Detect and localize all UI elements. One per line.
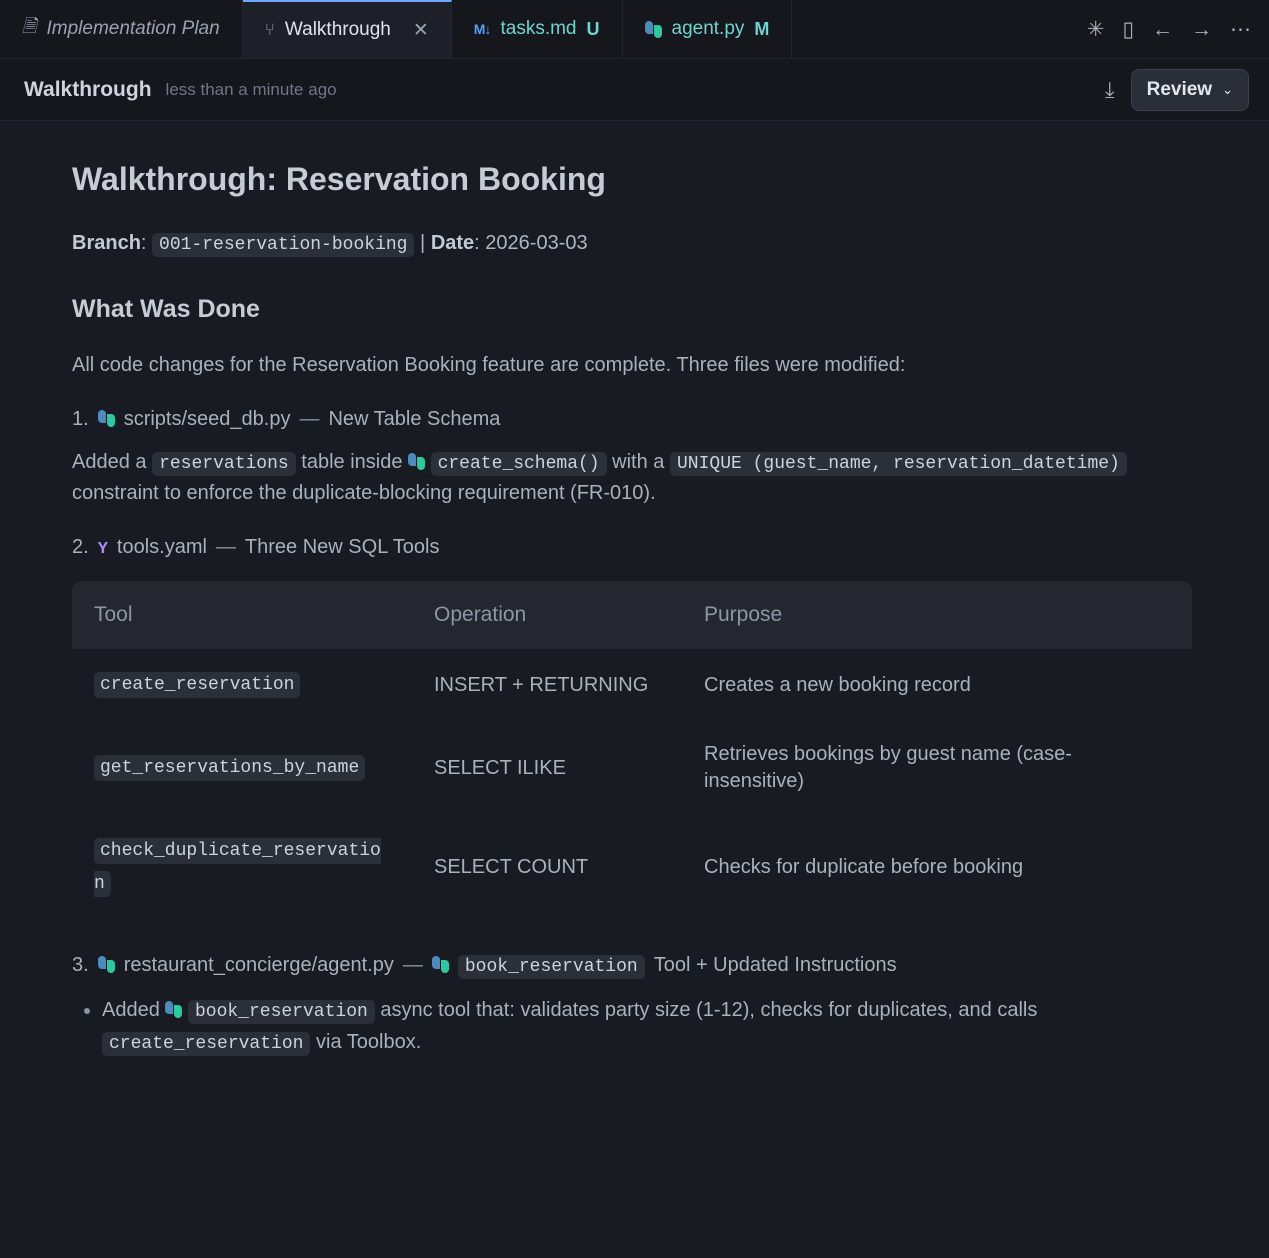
text-fragment: Added a: [72, 451, 147, 473]
python-icon: [432, 956, 449, 973]
python-icon: [98, 410, 115, 427]
cell-tool: [72, 649, 412, 721]
code-check-duplicate-reservation: check_duplicate_reservation: [94, 838, 381, 896]
text-fragment: via Toolbox.: [316, 1031, 422, 1054]
table-header-row: [72, 581, 1192, 649]
table-row: [72, 649, 1192, 721]
text-fragment: with a: [612, 451, 665, 473]
item-heading: Tool + Updated Instructions: [653, 954, 897, 977]
section-heading-what-was-done: What Was Done: [72, 295, 260, 323]
tab-label: tasks.md: [500, 18, 577, 39]
cell-purpose: Creates a new booking record: [704, 673, 971, 696]
tab-implementation-plan[interactable]: [0, 0, 243, 58]
date-value: 2026-03-03: [485, 232, 588, 254]
tab-tasks-md[interactable]: [452, 0, 623, 58]
markdown-icon: M↓: [473, 21, 491, 37]
list-item-2: [72, 536, 1197, 559]
list-item: [102, 995, 1197, 1059]
timestamp: less than a minute ago: [165, 79, 337, 99]
cell-tool: [72, 721, 412, 815]
column-header-purpose: Purpose: [682, 581, 1192, 649]
cell-operation: SELECT COUNT: [434, 856, 589, 879]
tab-label: Implementation Plan: [46, 18, 220, 39]
status-badge: M: [754, 18, 770, 39]
item-file-path: restaurant_concierge/agent.py: [123, 954, 394, 977]
table-row: [72, 815, 1192, 920]
item-dash: —: [299, 408, 320, 430]
code-get-reservations-by-name: get_reservations_by_name: [94, 755, 365, 781]
cell-operation: SELECT ILIKE: [434, 756, 566, 779]
code-create-schema: create_schema(): [431, 452, 607, 476]
column-header-tool: Tool: [72, 581, 412, 649]
more-options-icon[interactable]: ⋯: [1230, 17, 1251, 41]
yaml-icon: Y: [97, 540, 108, 559]
review-button[interactable]: [1131, 69, 1249, 111]
item-dash: —: [215, 536, 236, 558]
tab-agent-py[interactable]: [623, 0, 793, 58]
code-create-reservation: create_reservation: [102, 1032, 310, 1056]
item-number: 2.: [72, 536, 89, 558]
document-icon: 🗎: [22, 16, 37, 36]
close-icon[interactable]: ✕: [412, 19, 429, 41]
status-badge: U: [586, 18, 600, 39]
back-arrow-icon[interactable]: ←: [1152, 17, 1173, 41]
tab-label: agent.py: [671, 18, 745, 39]
document-subheader: [0, 59, 1269, 121]
item-dash: —: [402, 954, 423, 977]
cell-operation: INSERT + RETURNING: [434, 673, 649, 696]
item-heading: New Table Schema: [328, 408, 501, 430]
item-file-path: scripts/seed_db.py: [123, 408, 291, 430]
cell-purpose: Retrieves bookings by guest name (case-insensitive): [704, 743, 1072, 793]
python-icon: [645, 21, 662, 38]
text-fragment: async tool that: validates party size (1-12), checks for duplicates, and calls: [380, 999, 1038, 1022]
item-1-description: [72, 447, 1197, 508]
item-3-bullet-list: [72, 995, 1197, 1059]
branch-icon: ⑂: [264, 20, 275, 39]
table-row: [72, 721, 1192, 815]
item-file-path: tools.yaml: [116, 536, 207, 558]
document-meta: Branch: 001-reservation-booking | Date: 2026-03-03: [72, 232, 588, 255]
python-icon: [408, 453, 425, 470]
download-icon[interactable]: ⤓: [1104, 76, 1115, 102]
column-header-operation: Operation: [412, 581, 682, 649]
text-fragment: table inside: [301, 451, 403, 473]
chevron-down-icon: ⌄: [1222, 81, 1233, 97]
subheader-actions: [1105, 69, 1249, 111]
asterisk-icon[interactable]: ✳: [1086, 17, 1105, 41]
cell-tool: [72, 815, 412, 920]
date-label: Date: [430, 232, 475, 254]
code-unique-constraint: UNIQUE (guest_name, reservation_datetime): [670, 452, 1127, 476]
item-number: 1.: [72, 408, 89, 430]
code-create-reservation: create_reservation: [94, 672, 300, 698]
tools-table: [72, 581, 1192, 920]
tab-bar: [0, 0, 1269, 59]
python-icon: [98, 956, 115, 973]
tab-bar-actions: [1069, 0, 1269, 58]
document-content: [0, 121, 1269, 1258]
code-book-reservation: book_reservation: [188, 1000, 375, 1024]
list-item-1: [72, 408, 1197, 431]
tab-walkthrough[interactable]: [243, 0, 452, 58]
item-number: 3.: [72, 954, 89, 977]
forward-arrow-icon[interactable]: →: [1191, 17, 1212, 41]
text-fragment: Added: [102, 999, 160, 1022]
code-reservations: reservations: [152, 452, 296, 476]
intro-paragraph: All code changes for the Reservation Booking feature are complete. Three files were modified:: [72, 354, 906, 376]
meta-separator: |: [420, 232, 426, 254]
tab-label: Walkthrough: [284, 19, 391, 40]
split-pane-icon[interactable]: ▯: [1122, 17, 1134, 41]
branch-value: 001-reservation-booking: [152, 233, 414, 257]
code-book-reservation: book_reservation: [458, 955, 645, 979]
review-button-label: Review: [1146, 78, 1213, 100]
page-title: Walkthrough: [24, 77, 152, 101]
cell-purpose: Checks for duplicate before booking: [704, 856, 1024, 879]
branch-label: Branch: [72, 232, 141, 254]
item-heading: Three New SQL Tools: [244, 536, 440, 558]
document-title: Walkthrough: Reservation Booking: [72, 161, 606, 197]
python-icon: [165, 1001, 182, 1018]
list-item-3: [72, 954, 1197, 979]
text-fragment: constraint to enforce the duplicate-blocking requirement (FR-010).: [72, 482, 656, 504]
